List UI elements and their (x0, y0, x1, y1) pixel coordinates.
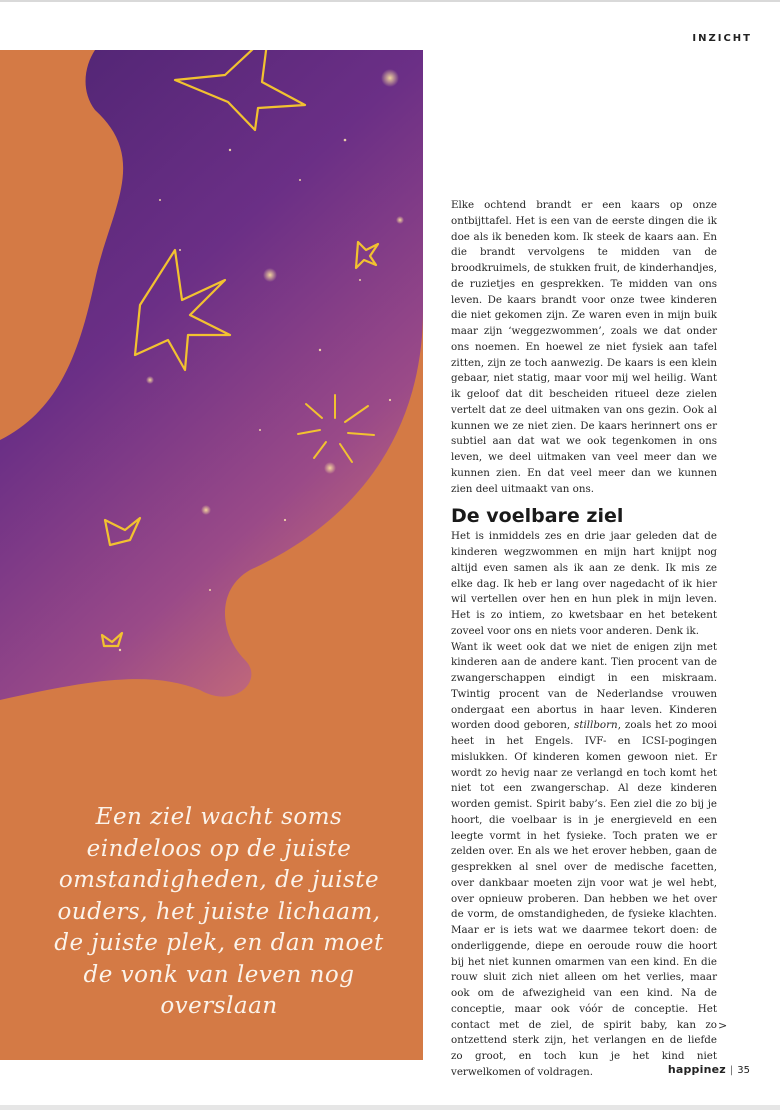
section-label: INZICHT (692, 33, 752, 44)
top-rule (0, 0, 780, 2)
purple-swirl (0, 50, 423, 700)
footer-separator: | (729, 1065, 734, 1076)
body-paragraph-2: Want ik weet ook dat we niet de enigen zijn met kinderen aan de andere kant. Tien procent van de zwangerschappen eindigt in een miskraam. Twintig procent van de Nederlandse vrouwen ondergaat een abortus in haar leven. Kinderen worden dood geboren, stillborn, zoals het zo mooi heet in het Engels. IVF- en ICSI-pogingen mislukken. Of kinderen komen gewoon niet. Er wordt zo hevig naar ze verlangd en toch komt het niet tot een zwangerschap. Al deze kinderen worden gemist. Spirit baby’s. Een ziel die zo bij je hoort, die voelbaar is in je energieveld en een leegte vormt in het fysieke. Toch praten we er zelden over. En als we het erover hebben, gaan de gesprekken al snel over de medische facetten, over dankbaar moeten zijn voor wat je wel hebt, over opnieuw proberen. Dan hebben we het over de vorm, de omstandigheden, de fysieke klachten. Maar er is iets wat we daarmee tekort doen: de onderliggende, diepe en oeroude rouw die hoort bij het niet kunnen omarmen van een kind. En die rouw sluit zich niet alleen om het verlies, maar ook om de afwezigheid van een kind. Na de conceptie, maar ook vóór de conceptie. Het contact met de ziel, de spirit baby, kan zo ontzettend sterk zijn, het verlangen en de liefde zo groot, en toch kun je het kind niet verwelkomen of voldragen. (451, 640, 717, 1078)
pull-quote: Een ziel wacht soms eindeloos op de juiste omstandigheden, de juiste ouders, het juiste lichaam, de juiste plek, en dan moet de vonk van leven nog overslaan (54, 804, 384, 1019)
illustration-panel (0, 50, 423, 1060)
page-number: 35 (737, 1065, 750, 1076)
continue-arrow: > (718, 1019, 728, 1032)
section-heading: De voelbare ziel (451, 505, 624, 528)
bottom-rule (0, 1105, 780, 1110)
intro-paragraph: Elke ochtend brandt er een kaars op onze ontbijttafel. Het is een van de eerste dingen die ik doe als ik beneden kom. Ik steek de kaars aan. En die brandt vervolgens te midden van de broodkruimels, de stukken fruit, de kinderhandjes, de ruzietjes en gesprekken. Te midden van ons leven. De kaars brandt voor onze twee kinderen die niet gekomen zijn. Ze waren even in mijn buik maar zijn ‘weggezwommen’, zoals we dat onder ons noemen. En hoewel ze niet fysiek aan tafel zitten, zijn ze toch aanwezig. De kaars is een klein gebaar, niet statig, maar voor mij wel heilig. Want ik geloof dat dit bescheiden ritueel deze zielen vertelt dat ze deel uitmaken van ons gezin. Ook al kunnen we ze niet zien. De kaars herinnert ons er subtiel aan dat wat we ook tegenkomen in ons leven, we deel uitmaken van veel meer dan we kunnen zien. En dat veel meer dan we kunnen zien deel uitmaakt van ons. (451, 199, 717, 495)
magazine-brand: happinez (667, 1063, 726, 1076)
page-footer (668, 1063, 750, 1076)
body-paragraph-1: Het is inmiddels zes en drie jaar geleden dat de kinderen wegzwommen en mijn hart knijpt nog altijd even samen als ik aan ze denk. Ik mis ze elke dag. Ik heb er lang over nagedacht of ik hier wil vertellen over hen en hun plek in mijn leven. Het is zo intiem, zo kwetsbaar en het betekent zoveel voor ons en niets voor anderen. Denk ik. (451, 530, 717, 637)
article-body (451, 198, 717, 1081)
